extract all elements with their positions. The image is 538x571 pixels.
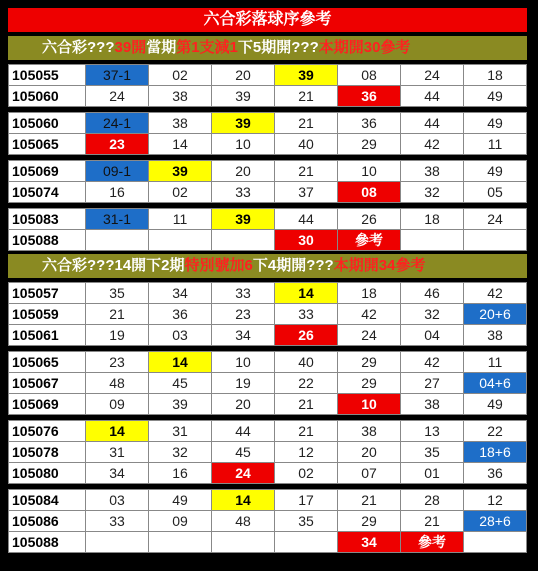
ball-cell: 20 [212, 65, 275, 86]
ball-cell: 24 [338, 325, 401, 346]
draw-number: 105078 [9, 442, 86, 463]
ball-cell: 44 [212, 421, 275, 442]
header-segment: 39 [114, 39, 132, 56]
section2-header [8, 254, 527, 278]
ball-cell: 48 [86, 373, 149, 394]
ball-cell: 35 [275, 511, 338, 532]
ball-cell: 08 [338, 182, 401, 203]
page-title: 六合彩落球序參考 [8, 8, 527, 32]
ball-cell: 10 [338, 394, 401, 415]
header-segment: 六合彩??? [42, 257, 115, 274]
ball-cell: 36 [338, 113, 401, 134]
draw-number: 105057 [9, 283, 86, 304]
section1-header [8, 36, 527, 60]
ball-cell: 37 [275, 182, 338, 203]
table-row [9, 394, 527, 415]
draw-number: 105080 [9, 463, 86, 484]
ball-cell: 29 [338, 511, 401, 532]
ball-cell: 40 [275, 134, 338, 155]
ball-cell: 12 [464, 490, 527, 511]
ball-cell: 01 [401, 463, 464, 484]
ball-cell: 18 [464, 65, 527, 86]
ball-cell: 32 [149, 442, 212, 463]
draw-number: 105083 [9, 209, 86, 230]
ball-cell: 24 [86, 86, 149, 107]
ball-cell: 49 [464, 394, 527, 415]
ball-cell: 29 [338, 352, 401, 373]
draw-table [8, 112, 527, 155]
table-row [9, 352, 527, 373]
ball-cell: 20 [212, 161, 275, 182]
ball-cell: 04 [401, 325, 464, 346]
ball-cell [86, 532, 149, 553]
draw-table [8, 489, 527, 553]
ball-cell: 39 [149, 394, 212, 415]
ball-cell: 48 [212, 511, 275, 532]
ball-cell: 32 [401, 304, 464, 325]
ball-cell: 39 [212, 113, 275, 134]
header-segment: 第1支減1 [176, 39, 238, 56]
ball-cell: 42 [338, 304, 401, 325]
ball-cell: 21 [275, 113, 338, 134]
ball-cell: 37-1 [86, 65, 149, 86]
ball-cell: 02 [149, 65, 212, 86]
ball-cell: 19 [212, 373, 275, 394]
ball-cell: 33 [212, 283, 275, 304]
ball-cell: 39 [149, 161, 212, 182]
ball-cell [212, 532, 275, 553]
draw-table [8, 282, 527, 346]
ball-cell: 09-1 [86, 161, 149, 182]
draw-number: 105067 [9, 373, 86, 394]
ball-cell: 12 [275, 442, 338, 463]
ball-cell: 32 [401, 182, 464, 203]
ball-cell: 16 [86, 182, 149, 203]
ball-cell: 21 [338, 490, 401, 511]
ball-cell: 09 [86, 394, 149, 415]
ball-cell: 21 [275, 161, 338, 182]
ball-cell: 49 [464, 113, 527, 134]
draw-table [8, 420, 527, 484]
ball-cell: 11 [149, 209, 212, 230]
ball-cell: 13 [401, 421, 464, 442]
header-segment: 下4期開??? [252, 257, 334, 274]
table-row [9, 230, 527, 251]
draw-number: 105069 [9, 394, 86, 415]
ball-cell: 33 [275, 304, 338, 325]
draw-number: 105060 [9, 113, 86, 134]
ball-cell: 02 [149, 182, 212, 203]
ball-cell: 21 [275, 394, 338, 415]
table-row [9, 65, 527, 86]
ball-cell: 38 [401, 394, 464, 415]
ball-cell: 33 [212, 182, 275, 203]
ball-cell: 38 [464, 325, 527, 346]
ball-cell: 21 [275, 86, 338, 107]
table-row [9, 421, 527, 442]
ball-cell: 29 [338, 373, 401, 394]
draw-number: 105088 [9, 230, 86, 251]
ball-cell: 18+6 [464, 442, 527, 463]
ball-cell [149, 230, 212, 251]
ball-cell: 38 [401, 161, 464, 182]
ball-cell: 10 [212, 352, 275, 373]
ball-cell: 10 [338, 161, 401, 182]
ball-cell: 34 [86, 463, 149, 484]
header-segment: 當期 [146, 39, 177, 56]
draw-number: 105076 [9, 421, 86, 442]
ball-cell: 03 [86, 490, 149, 511]
ball-cell: 17 [275, 490, 338, 511]
ball-cell: 31 [149, 421, 212, 442]
ball-cell: 24 [212, 463, 275, 484]
ball-cell: 23 [86, 134, 149, 155]
ball-cell: 26 [338, 209, 401, 230]
ball-cell: 22 [464, 421, 527, 442]
ball-cell: 44 [275, 209, 338, 230]
table-row [9, 209, 527, 230]
ball-cell: 42 [401, 134, 464, 155]
ball-cell: 38 [149, 113, 212, 134]
draw-number: 105065 [9, 134, 86, 155]
ball-cell: 49 [464, 161, 527, 182]
ball-cell: 14 [86, 421, 149, 442]
table-row [9, 490, 527, 511]
ball-cell [275, 532, 338, 553]
table-row [9, 511, 527, 532]
ball-cell: 14 [149, 352, 212, 373]
ball-cell: 36 [338, 86, 401, 107]
table-row [9, 113, 527, 134]
ball-cell: 21 [275, 421, 338, 442]
ball-cell [86, 230, 149, 251]
ball-cell: 08 [338, 65, 401, 86]
ball-cell: 46 [401, 283, 464, 304]
header-segment: 六合彩??? [42, 39, 115, 56]
ball-cell: 24 [401, 65, 464, 86]
ball-cell: 42 [464, 283, 527, 304]
ball-cell: 38 [338, 421, 401, 442]
ball-cell: 39 [212, 86, 275, 107]
ball-cell: 24-1 [86, 113, 149, 134]
ball-cell: 14 [275, 283, 338, 304]
ball-cell: 23 [212, 304, 275, 325]
header-segment: 下5期開??? [237, 39, 319, 56]
ball-cell: 45 [149, 373, 212, 394]
ball-cell: 22 [275, 373, 338, 394]
ball-cell: 05 [464, 182, 527, 203]
header-segment: 14開下2期 [114, 257, 185, 274]
draw-number: 105055 [9, 65, 86, 86]
ball-cell: 36 [464, 463, 527, 484]
ball-cell: 07 [338, 463, 401, 484]
draw-number: 105084 [9, 490, 86, 511]
table-row [9, 283, 527, 304]
ball-cell: 20 [212, 394, 275, 415]
ball-cell: 34 [338, 532, 401, 553]
ball-cell: 20 [338, 442, 401, 463]
header-segment: 特別號加6 [184, 257, 253, 274]
draw-table [8, 160, 527, 203]
ball-cell: 36 [149, 304, 212, 325]
draw-number: 105065 [9, 352, 86, 373]
ball-cell [149, 532, 212, 553]
ball-cell: 49 [149, 490, 212, 511]
ball-cell: 19 [86, 325, 149, 346]
ball-cell: 參考 [401, 532, 464, 553]
table-row [9, 182, 527, 203]
draw-number: 105061 [9, 325, 86, 346]
ball-cell [212, 230, 275, 251]
ball-cell: 44 [401, 86, 464, 107]
ball-cell: 30 [275, 230, 338, 251]
table-row [9, 86, 527, 107]
ball-cell: 20+6 [464, 304, 527, 325]
ball-cell: 16 [149, 463, 212, 484]
ball-cell: 03 [149, 325, 212, 346]
ball-cell: 21 [401, 511, 464, 532]
draw-table [8, 64, 527, 107]
ball-cell: 31-1 [86, 209, 149, 230]
ball-cell: 09 [149, 511, 212, 532]
ball-cell: 29 [338, 134, 401, 155]
ball-cell: 38 [149, 86, 212, 107]
ball-cell: 42 [401, 352, 464, 373]
draw-number: 105086 [9, 511, 86, 532]
ball-cell: 18 [338, 283, 401, 304]
table-row [9, 442, 527, 463]
table-row [9, 134, 527, 155]
ball-cell: 24 [464, 209, 527, 230]
ball-cell: 11 [464, 352, 527, 373]
header-segment: 本期開34參考 [333, 257, 426, 274]
ball-cell: 23 [86, 352, 149, 373]
ball-cell: 34 [149, 283, 212, 304]
ball-cell: 21 [86, 304, 149, 325]
table-row [9, 532, 527, 553]
ball-cell: 參考 [338, 230, 401, 251]
ball-cell: 35 [86, 283, 149, 304]
table-row [9, 161, 527, 182]
ball-cell: 28+6 [464, 511, 527, 532]
lottery-frame [8, 8, 527, 563]
ball-cell: 40 [275, 352, 338, 373]
ball-cell [401, 230, 464, 251]
draw-number: 105088 [9, 532, 86, 553]
draw-table [8, 208, 527, 251]
ball-cell: 28 [401, 490, 464, 511]
draw-number: 105059 [9, 304, 86, 325]
ball-cell: 02 [275, 463, 338, 484]
table-row [9, 463, 527, 484]
ball-cell [464, 230, 527, 251]
ball-cell: 18 [401, 209, 464, 230]
draw-number: 105069 [9, 161, 86, 182]
ball-cell: 11 [464, 134, 527, 155]
ball-cell: 04+6 [464, 373, 527, 394]
ball-cell: 10 [212, 134, 275, 155]
ball-cell: 33 [86, 511, 149, 532]
table-row [9, 304, 527, 325]
header-segment: 開 [131, 39, 147, 56]
table-row [9, 325, 527, 346]
ball-cell: 31 [86, 442, 149, 463]
ball-cell: 34 [212, 325, 275, 346]
ball-cell: 45 [212, 442, 275, 463]
ball-cell: 27 [401, 373, 464, 394]
ball-cell: 26 [275, 325, 338, 346]
ball-cell: 49 [464, 86, 527, 107]
ball-cell: 39 [212, 209, 275, 230]
draw-table [8, 351, 527, 415]
ball-cell: 14 [212, 490, 275, 511]
draw-number: 105074 [9, 182, 86, 203]
table-row [9, 373, 527, 394]
ball-cell: 39 [275, 65, 338, 86]
ball-cell: 35 [401, 442, 464, 463]
ball-cell: 44 [401, 113, 464, 134]
draw-number: 105060 [9, 86, 86, 107]
header-segment: 本期開30參考 [318, 39, 411, 56]
ball-cell: 14 [149, 134, 212, 155]
ball-cell [464, 532, 527, 553]
